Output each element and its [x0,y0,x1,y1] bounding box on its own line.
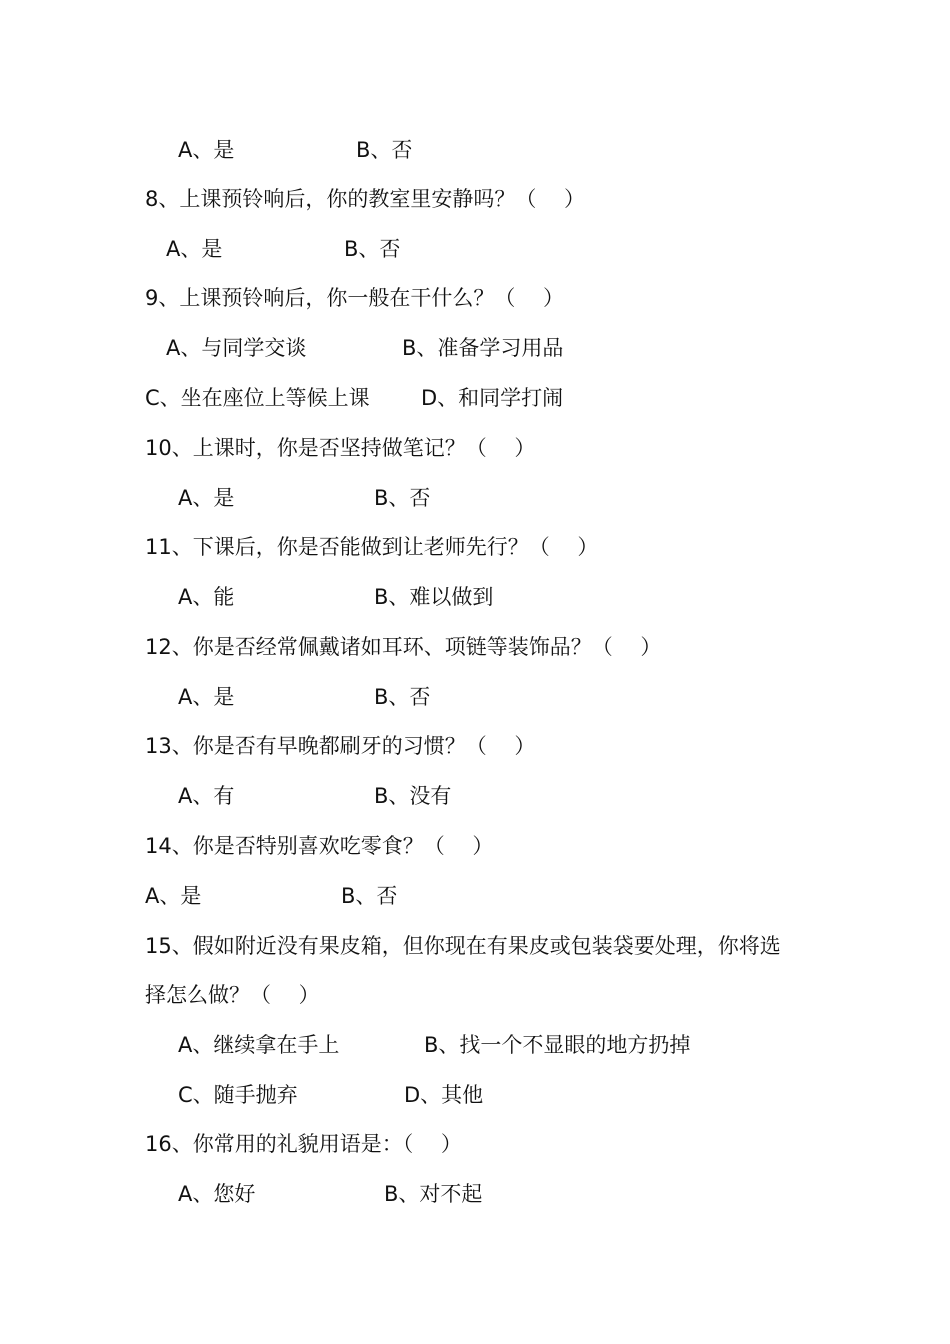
question-8: 8、上课预铃响后，你的教室里安静吗？（ ） [145,187,586,211]
question-15-line-2: 择怎么做？（ ） [145,983,320,1007]
q9-option-d: D、和同学打闹 [421,386,564,410]
q14-option-b: B、否 [341,884,398,908]
q16-option-b: B、对不起 [384,1182,483,1206]
question-13: 13、你是否有早晚都刷牙的习惯？（ ） [145,734,536,758]
question-16: 16、你常用的礼貌用语是：（ ） [145,1132,462,1156]
q10-option-b: B、否 [374,486,431,510]
question-15-line-1: 15、假如附近没有果皮箱，但你现在有果皮或包装袋要处理，你将选 [145,934,781,958]
q16-option-a: A、您好 [178,1182,256,1206]
q7-option-a: A、是 [178,138,235,162]
q15-option-b: B、找一个不显眼的地方扔掉 [424,1033,691,1057]
q10-option-a: A、是 [178,486,235,510]
question-11: 11、下课后，你是否能做到让老师先行？（ ） [145,535,599,559]
q9-option-a: A、与同学交谈 [166,336,307,360]
q12-option-a: A、是 [178,685,235,709]
q14-option-a: A、是 [145,884,202,908]
q15-option-a: A、继续拿在手上 [178,1033,340,1057]
q13-option-a: A、有 [178,784,235,808]
question-9: 9、上课预铃响后，你一般在干什么？（ ） [145,286,565,310]
q9-option-b: B、准备学习用品 [402,336,564,360]
q13-option-b: B、没有 [374,784,452,808]
q7-option-b: B、否 [356,138,413,162]
q9-option-c: C、坐在座位上等候上课 [145,386,370,410]
question-12: 12、你是否经常佩戴诸如耳环、项链等装饰品？（ ） [145,635,662,659]
question-10: 10、上课时，你是否坚持做笔记？（ ） [145,436,536,460]
q8-option-b: B、否 [344,237,401,261]
q8-option-a: A、是 [166,237,223,261]
question-14: 14、你是否特别喜欢吃零食？（ ） [145,834,494,858]
q15-option-c: C、随手抛弃 [178,1083,298,1107]
q11-option-b: B、难以做到 [374,585,494,609]
q11-option-a: A、能 [178,585,235,609]
q15-option-d: D、其他 [404,1083,484,1107]
q12-option-b: B、否 [374,685,431,709]
